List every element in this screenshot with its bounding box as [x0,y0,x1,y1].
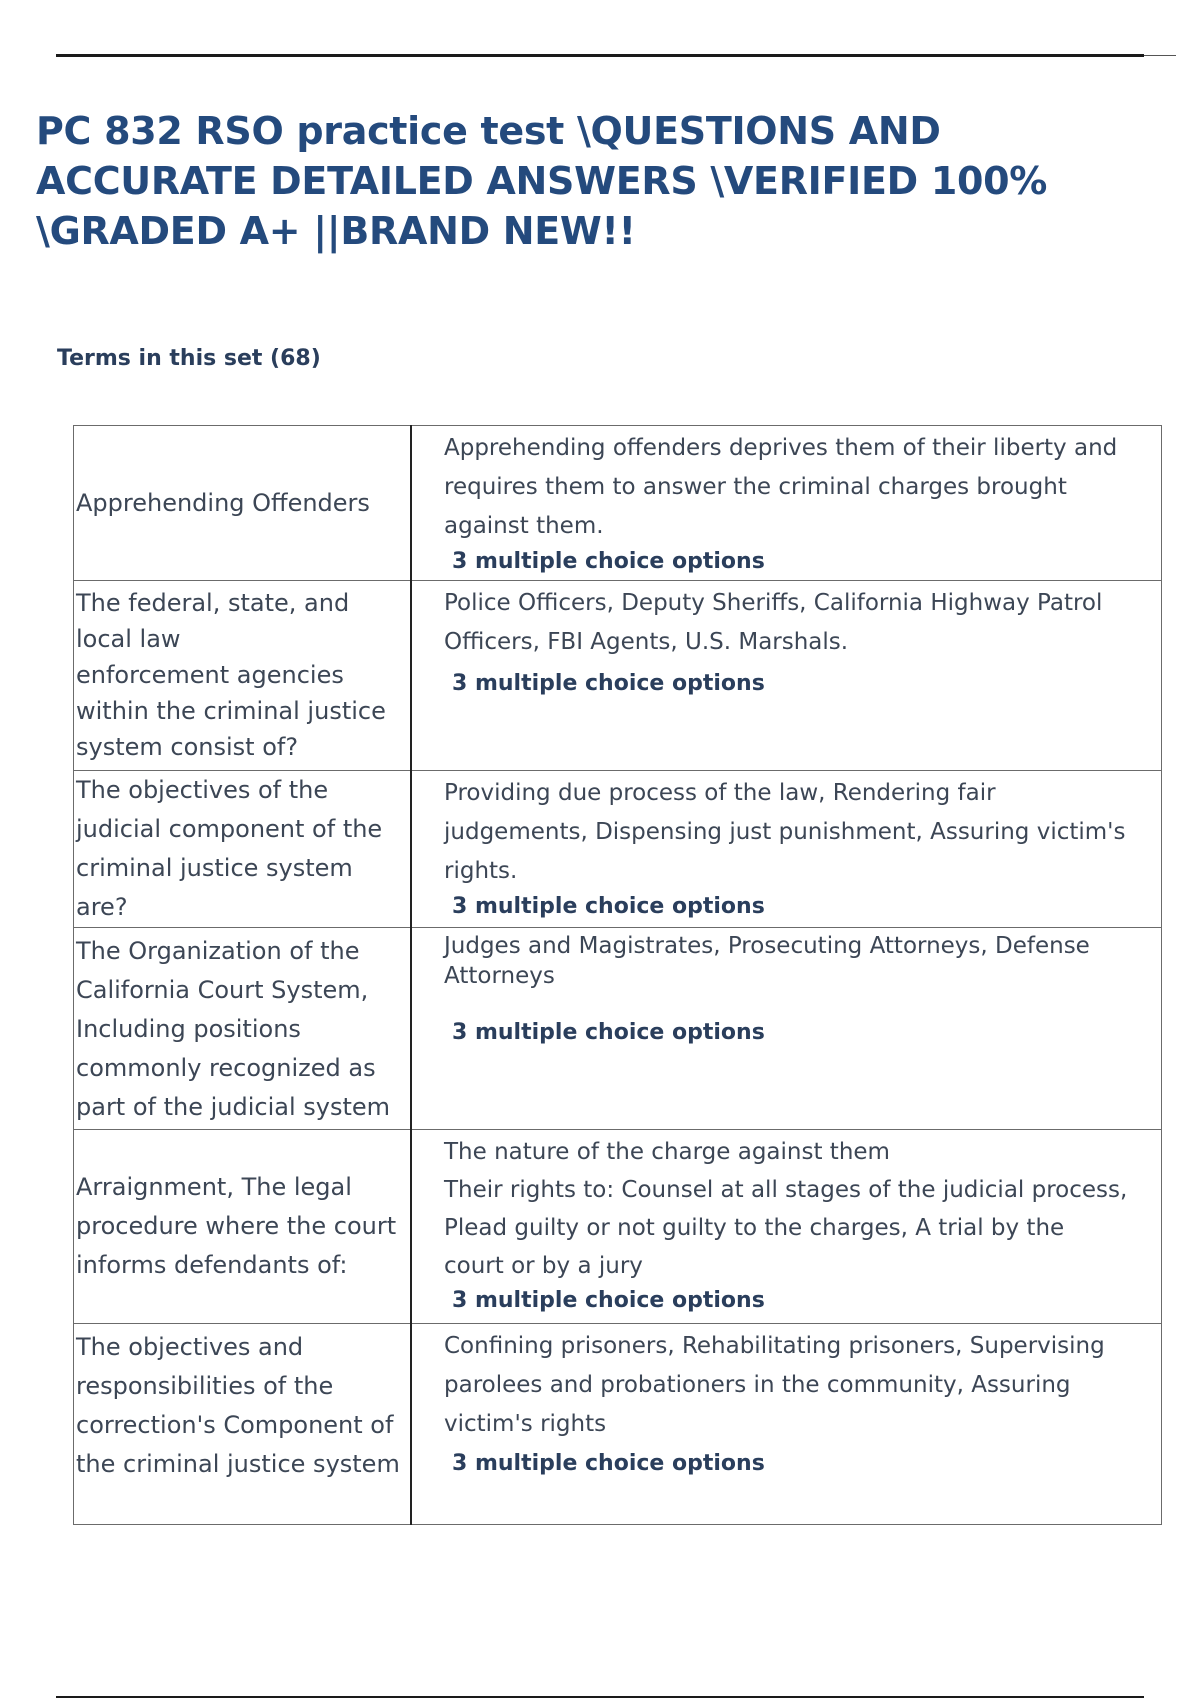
multiple-choice-options-link[interactable]: 3 multiple choice options [452,1020,765,1045]
term-text: The Organization of the California Court System, Including positions commonly recognized as part of the judicial system [76,937,391,1121]
bottom-rule [56,1696,1144,1698]
top-rule [56,54,1144,57]
top-rule-tail [1144,55,1176,56]
definition-cell [411,928,1162,1130]
multiple-choice-options-link[interactable]: 3 multiple choice options [452,1451,765,1476]
term-cell [74,426,412,581]
definition-cell [411,581,1162,771]
definition-text: Judges and Magistrates, Prosecuting Attorneys, Defense Attorneys [444,933,1090,989]
term-text: The objectives of the judicial component of the criminal justice system are? [76,776,383,921]
definition-text: Apprehending offenders deprives them of their liberty and requires them to answer the criminal charges brought against them. [444,435,1118,539]
multiple-choice-options-link[interactable]: 3 multiple choice options [452,1288,765,1313]
term-cell [74,771,412,928]
term-cell [74,1130,412,1324]
table-row [74,581,1162,771]
definition-cell [411,771,1162,928]
term-text: The objectives and responsibilities of the correction's Component of the criminal justice system [76,1333,400,1478]
document-title: PC 832 RSO practice test \QUESTIONS AND ACCURATE DETAILED ANSWERS \VERIFIED 100% \GRADED A+ ||BRAND NEW!! [36,109,1048,253]
definition-text: Police Officers, Deputy Sheriffs, California Highway Patrol Officers, FBI Agents, U.S. Marshals. [444,590,1103,655]
table-row [74,426,1162,581]
term-text: Apprehending Offenders [76,488,370,517]
term-cell [74,1324,412,1525]
term-cell [74,928,412,1130]
multiple-choice-options-link[interactable]: 3 multiple choice options [452,671,765,696]
definition-cell [411,426,1162,581]
multiple-choice-options-link[interactable]: 3 multiple choice options [452,549,765,574]
definition-text: Providing due process of the law, Rendering fair judgements, Dispensing just punishment, Assuring victim's rights. [444,780,1126,884]
term-cell [74,581,412,771]
terms-count-label: Terms in this set (68) [57,346,321,371]
table-row [74,1130,1162,1324]
definition-text: Confining prisoners, Rehabilitating prisoners, Supervising parolees and probationers in the community, Assuring victim's rights [444,1333,1105,1437]
term-text: Arraignment, The legal procedure where the court informs defendants of: [76,1173,397,1279]
multiple-choice-options-link[interactable]: 3 multiple choice options [452,894,765,919]
definition-cell [411,1324,1162,1525]
terms-table [73,425,1162,1525]
table-row [74,928,1162,1130]
table-row [74,1324,1162,1525]
table-row [74,771,1162,928]
definition-text: The nature of the charge against them Their rights to: Counsel at all stages of the judicial process, Plead guilty or not guilty to the charges, A trial by the court or by a jury [444,1139,1128,1279]
term-text: The federal, state, and local law enforcement agencies within the criminal justice system consist of? [76,589,386,761]
definition-cell [411,1130,1162,1324]
